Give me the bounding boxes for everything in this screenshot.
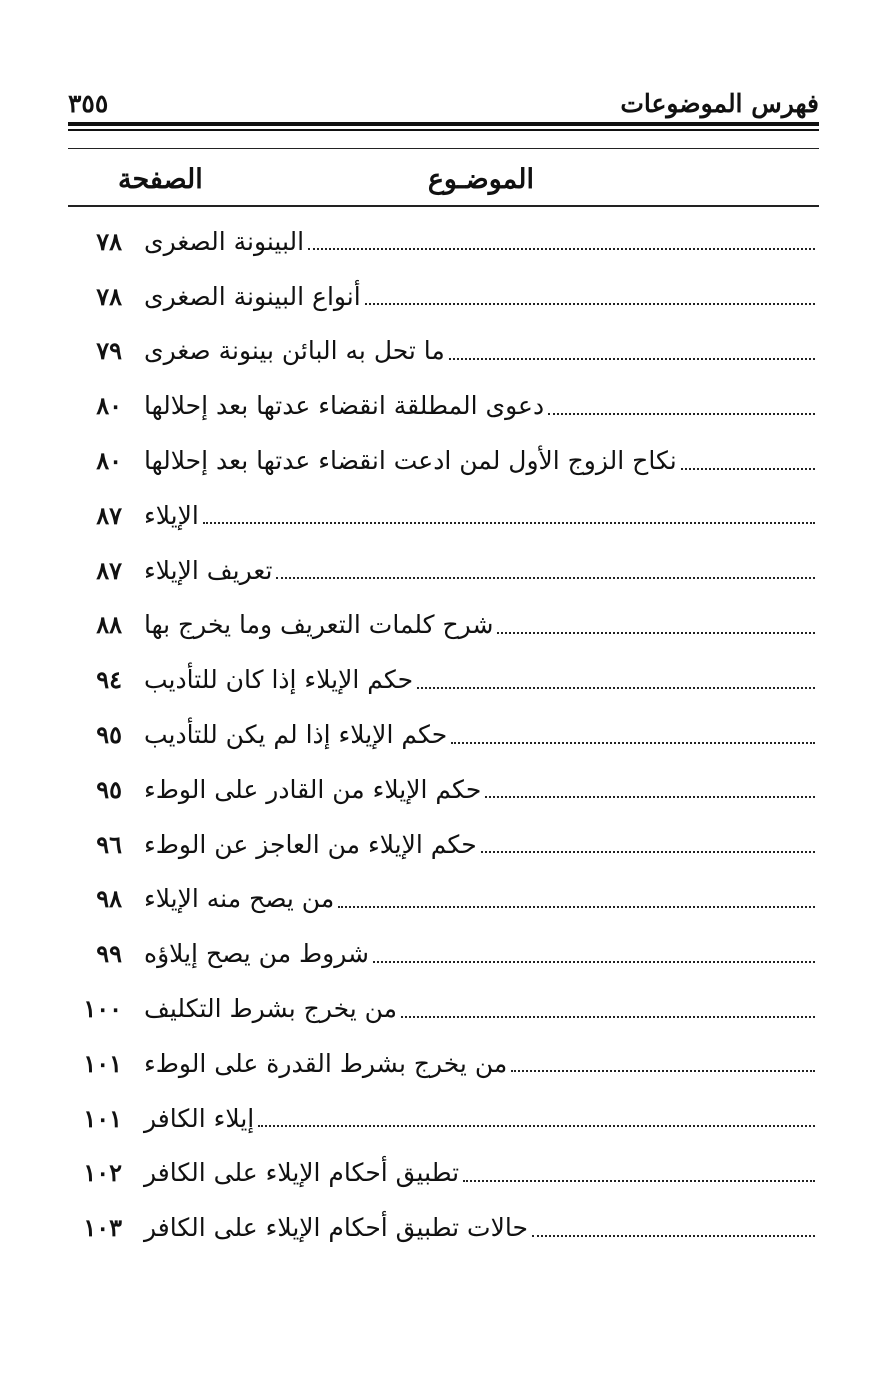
toc-entry bbox=[96, 269, 819, 324]
toc-leader-dots bbox=[373, 959, 815, 963]
toc-entry bbox=[83, 1036, 819, 1091]
column-heading-page: الصفحة bbox=[118, 164, 203, 195]
toc-leader-dots bbox=[485, 794, 815, 798]
toc-entry-title: شرح كلمات التعريف وما يخرج بها bbox=[144, 610, 494, 640]
header-rule-thick bbox=[68, 122, 819, 126]
toc-entry bbox=[83, 1091, 819, 1146]
header-page-number: ٣٥٥ bbox=[68, 89, 109, 118]
toc-leader-dots bbox=[308, 246, 815, 250]
toc-entry-title: ما تحل به البائن بينونة صغرى bbox=[144, 336, 445, 366]
toc-entry bbox=[96, 762, 819, 817]
toc-entry-title: حكم الإيلاء إذا كان للتأديب bbox=[144, 665, 414, 695]
toc-entry bbox=[96, 652, 819, 707]
toc-entry-title: دعوى المطلقة انقضاء عدتها بعد إحلالها bbox=[144, 391, 545, 421]
toc-leader-dots bbox=[417, 685, 815, 689]
toc-leader-dots bbox=[463, 1178, 815, 1182]
toc-entry-title: أنواع البينونة الصغرى bbox=[144, 281, 361, 311]
toc-entry-title: الإيلاء bbox=[144, 500, 199, 530]
toc-leader-dots bbox=[449, 356, 815, 360]
toc-leader-dots bbox=[276, 575, 815, 579]
toc-leader-dots bbox=[532, 1233, 815, 1237]
toc-entry-title: تعريف الإيلاء bbox=[144, 555, 273, 585]
column-headings bbox=[68, 160, 819, 204]
toc-leader-dots bbox=[365, 301, 815, 305]
toc-entry-page: ٨٠ bbox=[96, 391, 122, 421]
toc-entry-title: من يخرج بشرط القدرة على الوطء bbox=[144, 1048, 508, 1078]
toc-entry-page: ١٠١ bbox=[83, 1103, 122, 1133]
running-header bbox=[68, 86, 819, 122]
toc-entry-title: نكاح الزوج الأول لمن ادعت انقضاء عدتها بعد إحلالها bbox=[144, 446, 677, 476]
toc-entry-page: ١٠١ bbox=[83, 1048, 122, 1078]
toc-leader-dots bbox=[401, 1014, 815, 1018]
toc-entry bbox=[96, 872, 819, 927]
toc-entry-page: ٧٩ bbox=[96, 336, 122, 366]
toc-entry bbox=[96, 707, 819, 762]
toc-entry-page: ٩٦ bbox=[96, 829, 122, 859]
toc-entry bbox=[83, 981, 819, 1036]
toc-entry bbox=[96, 378, 819, 433]
toc-leader-dots bbox=[451, 740, 815, 744]
toc-entry-page: ٧٨ bbox=[96, 226, 122, 256]
toc-entry bbox=[96, 817, 819, 872]
toc-entry-page: ٩٤ bbox=[96, 665, 122, 695]
toc-entry-title: حالات تطبيق أحكام الإيلاء على الكافر bbox=[144, 1213, 528, 1243]
column-head-top-rule bbox=[68, 148, 819, 149]
toc-entry-page: ٩٥ bbox=[96, 774, 122, 804]
toc-leader-dots bbox=[203, 520, 815, 524]
toc-entry bbox=[96, 598, 819, 653]
toc-entry-title: من يخرج بشرط التكليف bbox=[144, 994, 398, 1024]
toc-entry-page: ٩٨ bbox=[96, 884, 122, 914]
toc-entry-page: ١٠٣ bbox=[83, 1213, 122, 1243]
toc-entry-page: ٨٧ bbox=[96, 500, 122, 530]
toc-entry-title: حكم الإيلاء إذا لم يكن للتأديب bbox=[144, 720, 448, 750]
toc-leader-dots bbox=[497, 630, 815, 634]
toc-leader-dots bbox=[258, 1123, 815, 1127]
toc-entry-page: ١٠٢ bbox=[83, 1158, 122, 1188]
toc-entry-page: ٨٠ bbox=[96, 446, 122, 476]
toc-leader-dots bbox=[548, 411, 815, 415]
toc-leader-dots bbox=[338, 904, 815, 908]
column-head-bottom-rule bbox=[68, 205, 819, 207]
toc-entry-page: ٩٩ bbox=[96, 939, 122, 969]
toc-entry-title: من يصح منه الإيلاء bbox=[144, 884, 335, 914]
header-rule-thin bbox=[68, 129, 819, 131]
toc-entry-title: حكم الإيلاء من القادر على الوطء bbox=[144, 774, 482, 804]
toc-leader-dots bbox=[481, 849, 815, 853]
toc-entry bbox=[96, 214, 819, 269]
toc-entry-page: ٧٨ bbox=[96, 281, 122, 311]
toc-entry-title: إيلاء الكافر bbox=[144, 1103, 255, 1133]
toc-entry bbox=[96, 433, 819, 488]
toc-entry bbox=[96, 324, 819, 379]
toc-entry-page: ١٠٠ bbox=[83, 994, 122, 1024]
toc-entry-title: حكم الإيلاء من العاجز عن الوطء bbox=[144, 829, 477, 859]
toc-list bbox=[83, 214, 819, 1255]
toc-leader-dots bbox=[681, 466, 815, 470]
toc-entry-page: ٩٥ bbox=[96, 720, 122, 750]
toc-entry bbox=[96, 488, 819, 543]
toc-entry-page: ٨٨ bbox=[96, 610, 122, 640]
toc-entry bbox=[83, 1200, 819, 1255]
toc-entry bbox=[96, 543, 819, 598]
toc-entry-title: شروط من يصح إيلاؤه bbox=[144, 939, 369, 969]
toc-entry-title: تطبيق أحكام الإيلاء على الكافر bbox=[144, 1158, 460, 1188]
toc-entry-title: البينونة الصغرى bbox=[144, 226, 305, 256]
toc-entry bbox=[83, 1146, 819, 1201]
header-title: فهرس الموضوعات bbox=[620, 89, 819, 118]
toc-entry-page: ٨٧ bbox=[96, 555, 122, 585]
toc-entry bbox=[96, 926, 819, 981]
toc-leader-dots bbox=[511, 1068, 815, 1072]
column-heading-topic: الموضـوع bbox=[427, 164, 534, 195]
